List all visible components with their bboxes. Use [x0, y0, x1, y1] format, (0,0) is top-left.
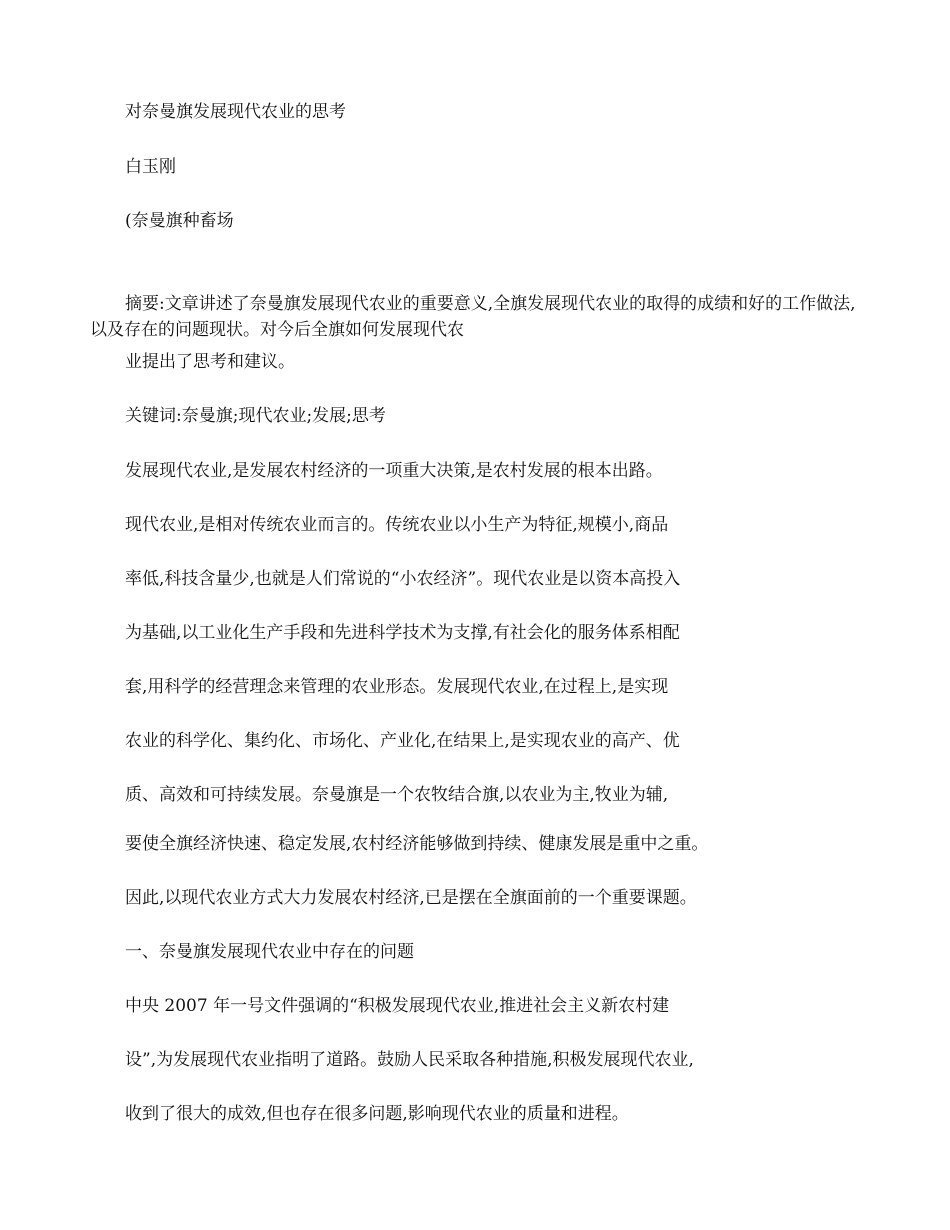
body-line: 设”,为发展现代农业指明了道路。鼓励人民采取各种措施,积极发展现代农业, — [125, 1050, 694, 1070]
body-line: 收到了很大的成效,但也存在很多问题,影响现代农业的质量和进程。 — [125, 1104, 629, 1124]
body-line: 发展现代农业,是发展农村经济的一项重大决策,是农村发展的根本出路。 — [125, 461, 663, 481]
section-heading: 一、奈曼旗发展现代农业中存在的问题 — [125, 942, 414, 962]
abstract-paragraph: 摘要:文章讲述了奈曼旗发展现代农业的重要意义,全旗发展现代农业的取得的成绩和好的工作做法,以及存在的问题现状。对今后全旗如何发展现代农 — [90, 294, 856, 340]
author-affiliation: (奈曼旗种畜场 — [125, 211, 234, 231]
body-line: 现代农业,是相对传统农业而言的。传统农业以小生产为特征,规模小,商品 — [125, 515, 669, 535]
body-line: 因此,以现代农业方式大力发展农村经济,已是摆在全旗面前的一个重要课题。 — [125, 888, 697, 908]
author-name: 白玉刚 — [125, 157, 176, 177]
body-line: 质、高效和可持续发展。奈曼旗是一个农牧结合旗,以农业为主,牧业为辅, — [125, 785, 669, 805]
body-line: 率低,科技含量少,也就是人们常说的“小农经济”。现代农业是以资本高投入 — [125, 569, 681, 589]
body-line: 要使全旗经济快速、稳定发展,农村经济能够做到持续、健康发展是重中之重。 — [125, 834, 709, 854]
abstract-continuation: 业提出了思考和建议。 — [125, 352, 295, 372]
body-line: 为基础,以工业化生产手段和先进科学技术为支撑,有社会化的服务体系相配 — [125, 623, 680, 643]
document-title: 对奈曼旗发展现代农业的思考 — [125, 102, 346, 122]
body-line: 套,用科学的经营理念来管理的农业形态。发展现代农业,在过程上,是实现 — [125, 677, 669, 697]
body-line: 农业的科学化、集约化、市场化、产业化,在结果上,是实现农业的高产、优 — [125, 731, 680, 751]
body-line: 中央 2007 年一号文件强调的“积极发展现代农业,推进社会主义新农村建 — [125, 996, 670, 1016]
keywords-line: 关键词:奈曼旗;现代农业;发展;思考 — [125, 406, 386, 426]
